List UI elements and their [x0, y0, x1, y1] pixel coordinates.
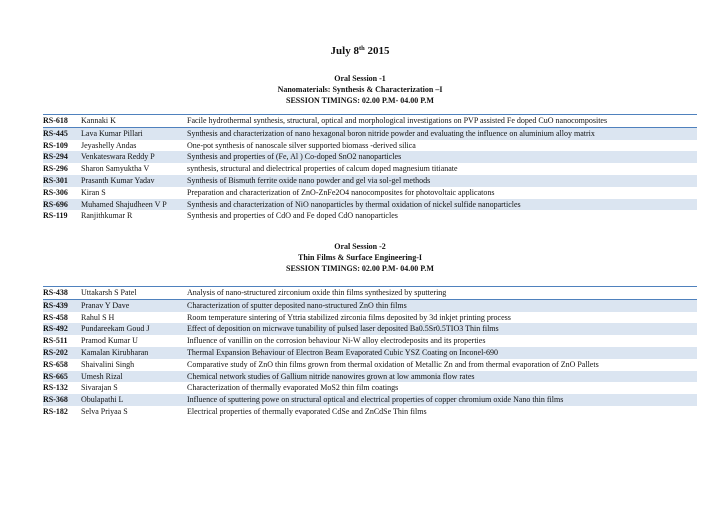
presenter-name: Sharon Samyuktha V	[81, 164, 150, 174]
paper-id: RS-618	[43, 116, 68, 125]
paper-id: RS-202	[43, 347, 68, 357]
paper-id: RS-119	[43, 211, 68, 221]
paper-title: Influence of vanillin on the corrosion behaviour Ni-W alloy electrodeposits and its properties	[187, 336, 486, 346]
paper-title: Comparative study of ZnO thin films grown from thermal oxidation of Metallic Zn and from thermal evaporation of ZnO Pallets	[187, 359, 599, 369]
table-row	[43, 199, 697, 211]
presenter-name: Sivarajan S	[81, 383, 118, 393]
table-row	[43, 300, 697, 312]
presenter-name: Pranav Y Dave	[81, 300, 130, 310]
paper-title: Room temperature sintering of Yttria stabilized zirconia films deposited by 3d inkjet printing process	[187, 312, 511, 322]
session-1-timings: SESSION TIMINGS: 02.00 P.M- 04.00 P.M	[286, 96, 434, 105]
session-2-title: Oral Session -2	[334, 242, 386, 251]
paper-id: RS-492	[43, 324, 68, 334]
paper-id: RS-306	[43, 187, 68, 197]
paper-id: RS-132	[43, 383, 68, 393]
paper-title: Synthesis and properties of (Fe, Al ) Co-doped SnO2 nanoparticles	[187, 152, 402, 162]
paper-title: Chemical network studies of Gallium nitride nanowires grown at low ammonia flow rates	[187, 371, 475, 381]
paper-title: Preparation and characterization of ZnO-ZnFe2O4 nanocomposites for photovoltaic applicatons	[187, 187, 495, 197]
paper-id: RS-658	[43, 359, 68, 369]
table-row	[43, 347, 697, 359]
paper-title: Electrical properties of thermally evaporated CdSe and ZnCdSe Thin films	[187, 406, 427, 416]
table-row	[43, 382, 697, 394]
table-row	[43, 371, 697, 383]
date-suffix: th	[358, 45, 365, 52]
presenter-name: Kannaki K	[81, 116, 116, 125]
paper-title: Characterization of thermally evaporated MoS2 thin film coatings	[187, 383, 399, 393]
paper-id: RS-458	[43, 312, 68, 322]
presenter-name: Venkateswara Reddy P	[81, 152, 155, 162]
paper-id: RS-301	[43, 175, 68, 185]
date-day: July 8	[330, 45, 359, 57]
presenter-name: Rahul S H	[81, 312, 115, 322]
table-row	[43, 406, 697, 418]
session-1-table	[43, 114, 697, 222]
table-row	[43, 187, 697, 199]
table-row	[43, 210, 697, 222]
presenter-name: Pundareekam Goud J	[81, 324, 150, 334]
table-row	[43, 128, 697, 140]
paper-id: RS-439	[43, 300, 68, 310]
table-row	[43, 140, 697, 152]
session-2-timings: SESSION TIMINGS: 02.00 P.M- 04.00 P.M	[286, 264, 434, 273]
session-1-subtitle: Nanomaterials: Synthesis & Characterization –I	[277, 85, 443, 94]
paper-title: synthesis, structural and dielectrical properties of calcum doped magnesium titianate	[187, 164, 458, 174]
presenter-name: Ranjithkumar R	[81, 211, 133, 221]
table-row	[43, 163, 697, 175]
presenter-name: Selva Priyaa S	[81, 406, 128, 416]
paper-title: One-pot synthesis of nanoscale silver supported biomass -derived silica	[187, 140, 416, 150]
paper-title: Synthesis and characterization of nano hexagonal boron nitride powder and evaluating the influence on aluminium alloy matrix	[187, 128, 595, 138]
table-row	[43, 359, 697, 371]
paper-title: Effect of deposition on micrwave tunability of pulsed laser deposited Ba0.5Sr0.5TIO3 Thin films	[187, 324, 499, 334]
table-row	[43, 114, 697, 128]
presenter-name: Prasanth Kumar Yadav	[81, 175, 155, 185]
table-row	[43, 312, 697, 324]
paper-title: Synthesis of Bismuth ferrite oxide nano powder and gel via sol-gel methods	[187, 175, 431, 185]
paper-id: RS-182	[43, 406, 68, 416]
paper-title: Synthesis and characterization of NiO nanoparticles by thermal oxidation of nickel sulfide nanoparticles	[187, 199, 521, 209]
table-row	[43, 323, 697, 335]
presenter-name: Lava Kumar Pillari	[81, 128, 143, 138]
table-row	[43, 335, 697, 347]
paper-title: Synthesis and properties of CdO and Fe doped CdO nanoparticles	[187, 211, 398, 221]
presenter-name: Uttakarsh S Patel	[81, 288, 137, 297]
presenter-name: Obulapathi L	[81, 395, 124, 405]
presenter-name: Kamalan Kirubharan	[81, 347, 149, 357]
paper-id: RS-445	[43, 128, 68, 138]
paper-title: Analysis of nano-structured zirconium oxide thin films synthesized by sputtering	[187, 288, 447, 297]
table-row	[43, 286, 697, 300]
date-year: 2015	[367, 45, 390, 57]
paper-id: RS-296	[43, 164, 68, 174]
table-row	[43, 151, 697, 163]
presenter-name: Pramod Kumar U	[81, 336, 138, 346]
paper-title: Facile hydrothermal synthesis, structural, optical and morphological investigations on PVP assisted Fe doped CuO nanocomposites	[187, 116, 608, 125]
paper-title: Influence of sputtering powe on structural optical and electrical properties of copper chromium oxide Nano thin films	[187, 395, 564, 405]
paper-id: RS-109	[43, 140, 68, 150]
paper-id: RS-438	[43, 288, 68, 297]
presenter-name: Muhamed Shajudheen V P	[81, 199, 167, 209]
paper-title: Characterization of sputter deposited nano-structured ZnO thin films	[187, 300, 407, 310]
presenter-name: Shaivalini Singh	[81, 359, 135, 369]
paper-id: RS-696	[43, 199, 68, 209]
session-1-header	[0, 73, 720, 106]
session-2-header	[0, 241, 720, 274]
session-2-subtitle: Thin Films & Surface Engineering-I	[297, 253, 422, 262]
session-1-title: Oral Session -1	[334, 74, 386, 83]
presenter-name: Jeyashelly Andas	[81, 140, 137, 150]
session-2-table	[43, 286, 697, 418]
table-row	[43, 175, 697, 187]
paper-title: Thermal Expansion Behaviour of Electron Beam Evaporated Cubic YSZ Coating on Inconel-690	[187, 347, 498, 357]
paper-id: RS-511	[43, 336, 68, 346]
table-row	[43, 394, 697, 406]
presenter-name: Kiran S	[81, 187, 106, 197]
paper-id: RS-368	[43, 395, 68, 405]
paper-id: RS-294	[43, 152, 68, 162]
paper-id: RS-665	[43, 371, 68, 381]
page-date	[0, 45, 720, 57]
presenter-name: Umesh Rizal	[81, 371, 123, 381]
